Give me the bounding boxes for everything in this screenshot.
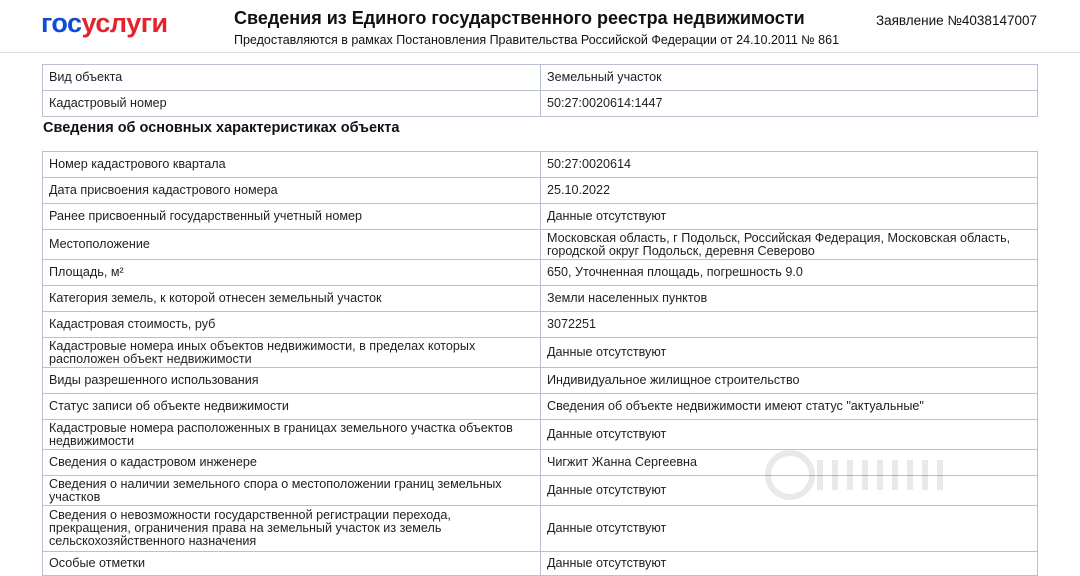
characteristics-table: [42, 151, 1038, 576]
document-title: Сведения из Единого государственного реестра недвижимости: [234, 8, 805, 28]
field-value: 25.10.2022: [541, 178, 1038, 204]
table-row: [43, 420, 1038, 450]
application-number: Заявление №4038147007: [875, 13, 1037, 28]
section-title: Сведения об основных характеристиках объекта: [43, 120, 400, 136]
table-row: [43, 450, 1038, 476]
field-label: Кадастровые номера расположенных в границах земельного участка объектов недвижимости: [43, 420, 541, 450]
logo-part-gos: гос: [41, 8, 82, 38]
field-label: Площадь, м²: [43, 260, 541, 286]
object-summary-table: [42, 64, 1038, 117]
gosuslugi-logo[interactable]: [41, 8, 168, 38]
table-row: [43, 91, 1038, 117]
table-row: [43, 476, 1038, 506]
field-value: Данные отсутствуют: [541, 506, 1038, 552]
table-row: [43, 260, 1038, 286]
field-label: Особые отметки: [43, 552, 541, 576]
field-label: Категория земель, к которой отнесен земельный участок: [43, 286, 541, 312]
field-value: Данные отсутствуют: [541, 420, 1038, 450]
field-value: Сведения об объекте недвижимости имеют статус "актуальные": [541, 394, 1038, 420]
field-label: Сведения о невозможности государственной регистрации перехода, прекращения, ограничения права на земельный участок из земель сельскохозяйственного назначения: [43, 506, 541, 552]
table-row: [43, 65, 1038, 91]
field-value: Данные отсутствуют: [541, 204, 1038, 230]
table-row: [43, 204, 1038, 230]
field-label: Виды разрешенного использования: [43, 368, 541, 394]
table-row: [43, 178, 1038, 204]
field-value: Индивидуальное жилищное строительство: [541, 368, 1038, 394]
field-value: Данные отсутствуют: [541, 338, 1038, 368]
table-row: [43, 368, 1038, 394]
field-label: Дата присвоения кадастрового номера: [43, 178, 541, 204]
field-label: Сведения о кадастровом инженере: [43, 450, 541, 476]
field-label: Вид объекта: [43, 65, 541, 91]
document-subtitle: Предоставляются в рамках Постановления Правительства Российской Федерации от 24.10.2011 № 861: [234, 33, 840, 47]
field-label: Кадастровый номер: [43, 91, 541, 117]
table-row: [43, 338, 1038, 368]
field-label: Сведения о наличии земельного спора о местоположении границ земельных участков: [43, 476, 541, 506]
table-row: [43, 286, 1038, 312]
field-label: Местоположение: [43, 230, 541, 260]
table-row: [43, 506, 1038, 552]
table-row: [43, 230, 1038, 260]
table-row: [43, 152, 1038, 178]
field-value: 50:27:0020614: [541, 152, 1038, 178]
field-value: 50:27:0020614:1447: [541, 91, 1038, 117]
field-value: 650, Уточненная площадь, погрешность 9.0: [541, 260, 1038, 286]
logo-part-uslugi: услуги: [81, 8, 168, 38]
field-value: Московская область, г Подольск, Российская Федерация, Московская область, городской округ Подольск, деревня Северово: [541, 230, 1038, 260]
field-label: Статус записи об объекте недвижимости: [43, 394, 541, 420]
field-label: Ранее присвоенный государственный учетный номер: [43, 204, 541, 230]
field-value: 3072251: [541, 312, 1038, 338]
field-value: Земли населенных пунктов: [541, 286, 1038, 312]
page-header: [0, 0, 1080, 53]
field-value: Земельный участок: [541, 65, 1038, 91]
field-label: Кадастровая стоимость, руб: [43, 312, 541, 338]
field-label: Номер кадастрового квартала: [43, 152, 541, 178]
table-row: [43, 312, 1038, 338]
table-row: [43, 394, 1038, 420]
field-value: Данные отсутствуют: [541, 552, 1038, 576]
field-value: Чигжит Жанна Сергеевна: [541, 450, 1038, 476]
field-label: Кадастровые номера иных объектов недвижимости, в пределах которых расположен объект недвижимости: [43, 338, 541, 368]
table-row: [43, 552, 1038, 576]
field-value: Данные отсутствуют: [541, 476, 1038, 506]
